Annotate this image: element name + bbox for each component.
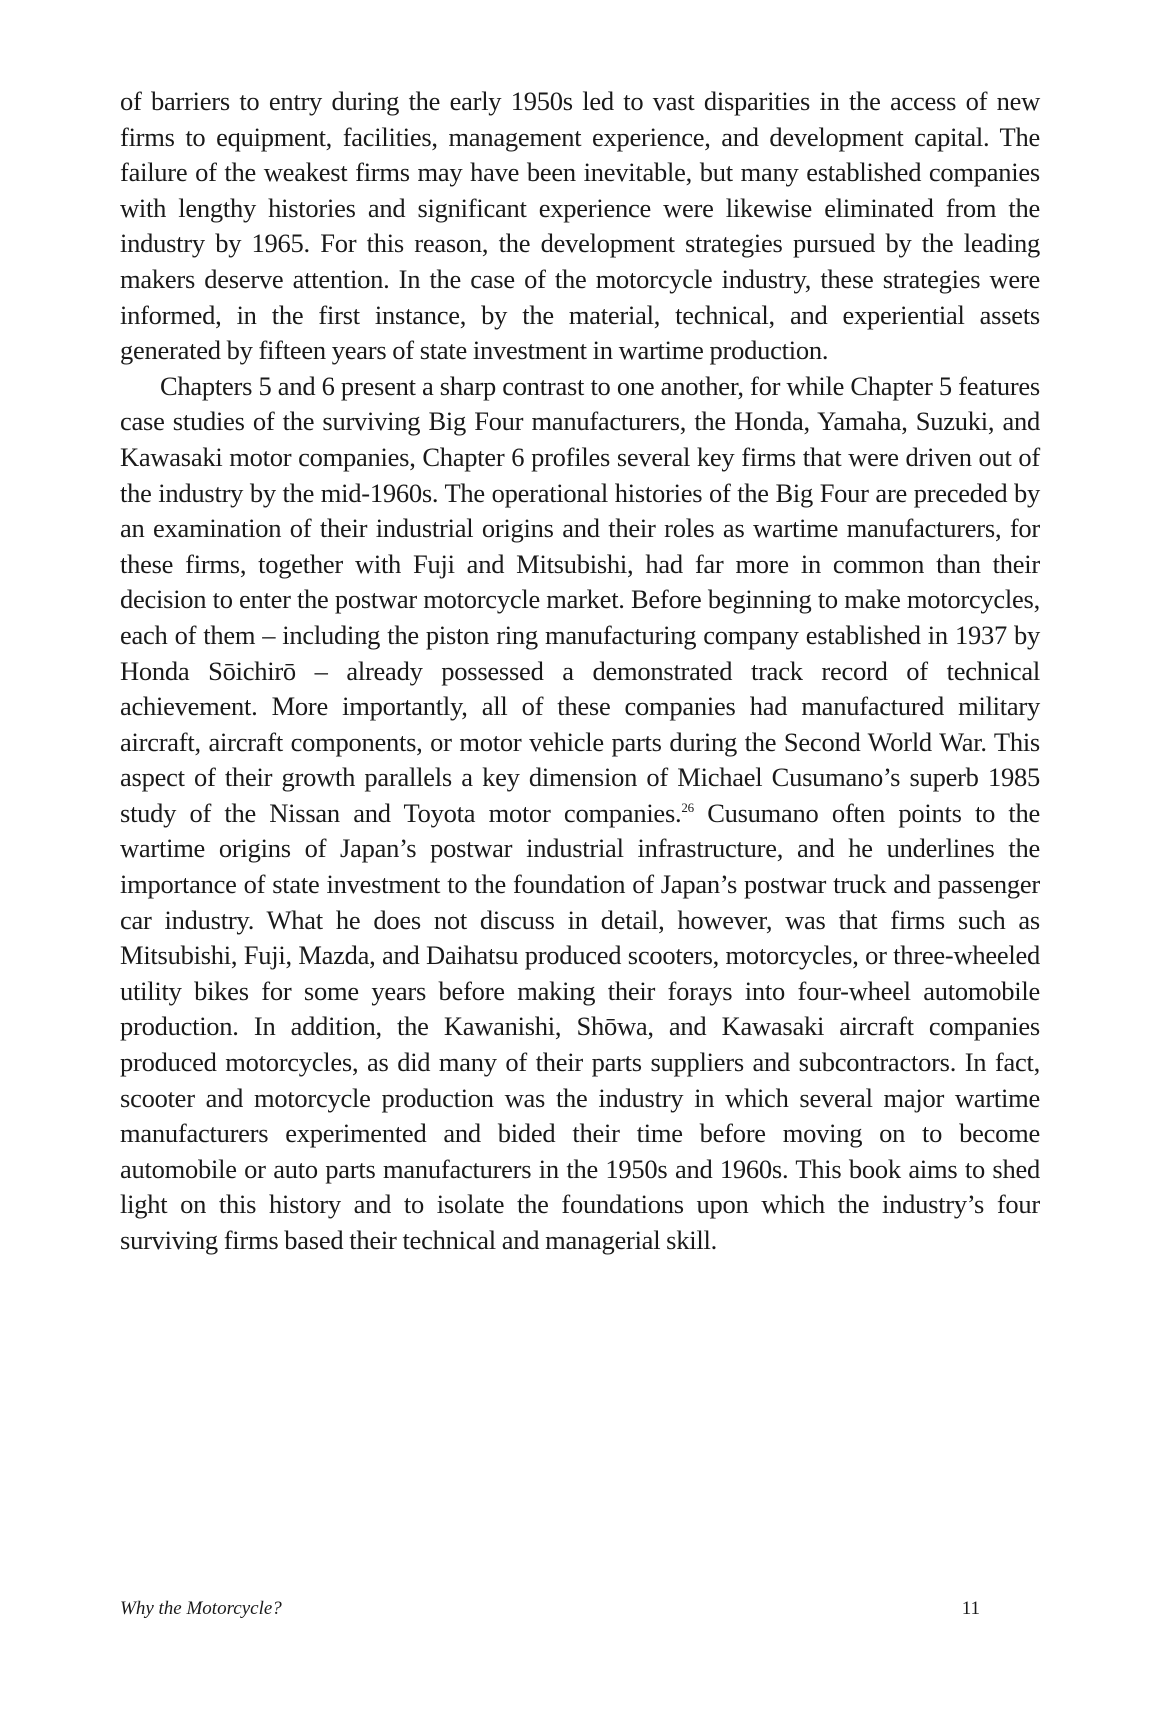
footnote-marker-26[interactable]: 26 — [681, 800, 694, 816]
page-number: 11 — [961, 1598, 980, 1619]
page-body — [120, 84, 1040, 1259]
paragraph-2-text-before-note: Chapters 5 and 6 present a sharp contrast to one another, for while Chapter 5 features case studies of the surviving Big Four manufacturers, the Honda, Yamaha, Suzuki, and Kawasaki motor companies, Chapter 6 profiles several key firms that were driven out of the industry by the mid-1960s. The operational histories of the Big Four are preceded by an examination of their industrial origins and their roles as wartime manufacturers, for these firms, together with Fuji and Mitsubishi, had far more in common than their decision to enter the postwar motorcycle market. Before beginning to make motorcycles, each of them – including the piston ring manufacturing company established in 1937 by Honda Sōichirō – already possessed a demonstrated track record of technical achievement. More importantly, all of these companies had manufactured military aircraft, aircraft components, or motor vehicle parts during the Second World War. This aspect of their growth parallels a key dimension of Michael Cusumano’s superb 1985 study of the Nissan and Toyota motor companies. — [120, 370, 1040, 828]
paragraph-1: of barriers to entry during the early 1950s led to vast disparities in the access of new firms to equipment, facilities, management experience, and development capital. The failure of the weakest firms may have been inevitable, but many established companies with lengthy histories and significant experience were likewise eliminated from the industry by 1965. For this reason, the development strategies pursued by the leading makers deserve attention. In the case of the motorcycle industry, these strategies were informed, in the first instance, by the material, technical, and experiential assets generated by fifteen years of state investment in wartime production. — [120, 86, 1040, 366]
page-footer — [120, 1598, 980, 1620]
running-head: Why the Motorcycle? — [120, 1598, 282, 1619]
paragraph-2-text-after-note: Cusumano often points to the wartime origins of Japan’s postwar industrial infrastructure, and he underlines the importance of state investment to the foundation of Japan’s postwar truck and passenger car industry. What he does not discuss in detail, however, was that firms such as Mitsubishi, Fuji, Mazda, and Daihatsu produced scooters, motorcycles, or three-wheeled utility bikes for some years before making their forays into four-wheel automobile production. In addition, the Kawanishi, Shōwa, and Kawasaki aircraft companies produced motorcycles, as did many of their parts suppliers and subcontractors. In fact, scooter and motorcycle production was the industry in which several major wartime manufacturers experimented and bided their time before moving on to become automobile or auto parts manufacturers in the 1950s and 1960s. This book aims to shed light on this history and to isolate the foundations upon which the industry’s four surviving firms based their technical and managerial skill. — [120, 797, 1040, 1255]
paragraph-2 — [120, 369, 1040, 1259]
